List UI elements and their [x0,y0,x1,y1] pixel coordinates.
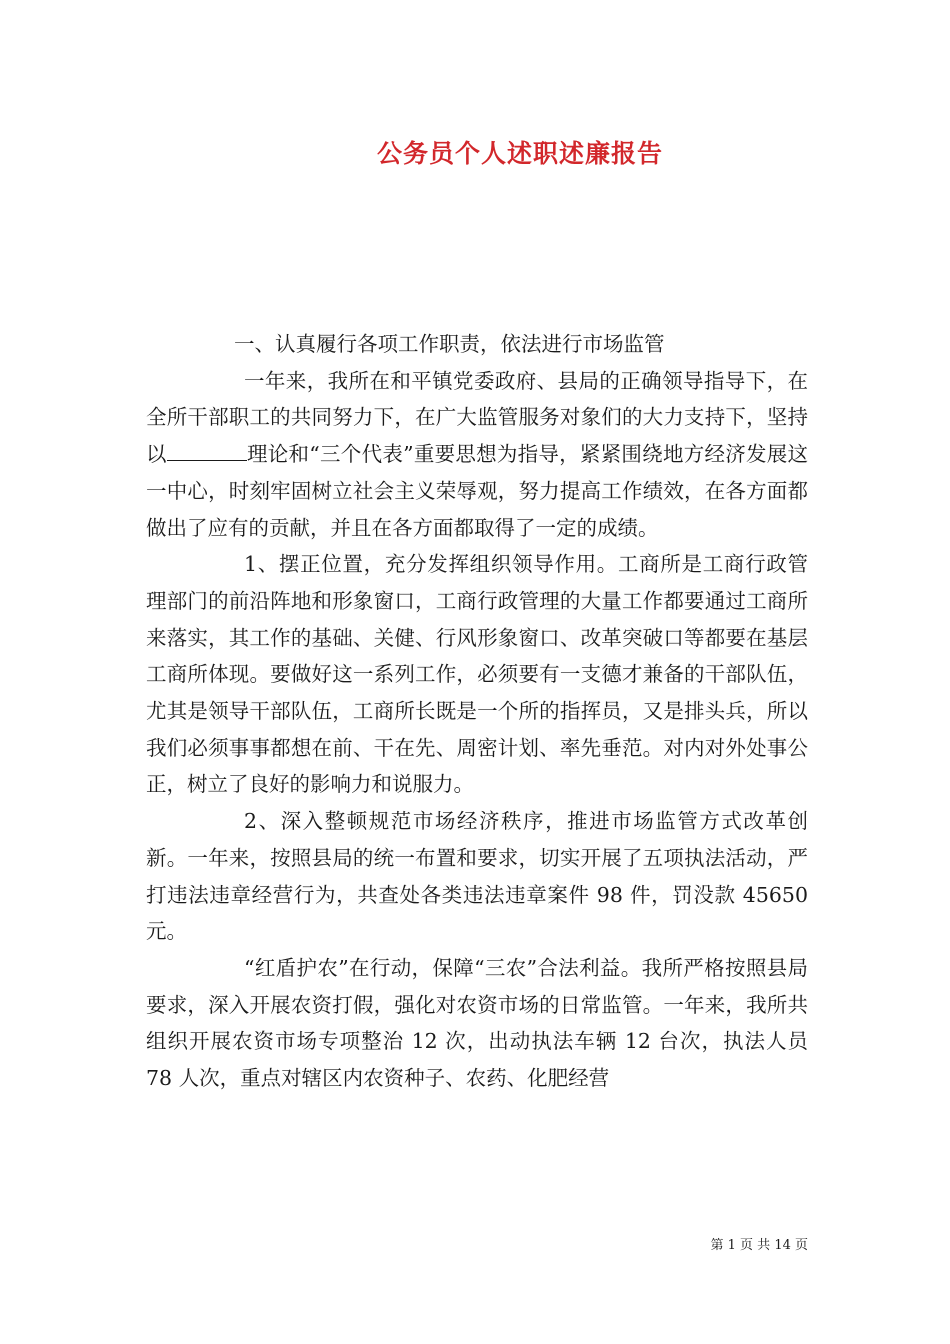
paragraph-red-shield: “红盾护农”在行动，保障“三农”合法利益。我所严格按照县局要求，深入开展农资打假，强化对农资市场的日常监管。一年来，我所共组织开展农资市场专项整治 12 次，出动执法车辆 12 台次，执法人员 78 人次，重点对辖区内农资种子、农药、化肥经营 [146,955,808,1091]
document-body [146,326,808,1097]
paragraph-intro-text-end: 理论和“三个代表”重要思想为指导，紧紧围绕地方经济发展这一中心，时刻牢固树立社会主义荣辱观，努力提高工作绩效，在各方面都做出了应有的贡献，并且在各方面都取得了一定的成绩。 [146,442,808,540]
paragraph-intro-text-start: 一年来，我所在和平镇党委政府、县局的正确领导指导下，在全所干部职工的共同努力下，在广大监管服务对象们的大力支持下，坚持以 [146,368,808,467]
page-title: 公务员个人述职述廉报告 [376,139,663,168]
paragraph-intro [146,363,808,547]
fill-in-blank [167,438,247,461]
paragraph-item-1: 1、摆正位置，充分发挥组织领导作用。工商所是工商行政管理部门的前沿阵地和形象窗口，工商行政管理的大量工作都要通过工商所来落实，其工作的基础、关健、行风形象窗口、改革突破口等都要在基层工商所体现。要做好这一系列工作，必须要有一支德才兼备的干部队伍，尤其是领导干部队伍，工商所长既是一个所的指挥员，又是排头兵，所以我们必须事事都想在前、干在先、周密计划、率先垂范。对内对外处事公正，树立了良好的影响力和说服力。 [146,552,808,797]
section-heading: 一、认真履行各项工作职责，依法进行市场监管 [234,332,665,356]
page-number: 第 1 页 共 14 页 [710,1238,808,1253]
paragraph-item-2: 2、深入整顿规范市场经济秩序，推进市场监管方式改革创新。一年来，按照县局的统一布置和要求，切实开展了五项执法活动，严打违法违章经营行为，共查处各类违法违章案件 98 件，罚没款 45650 元。 [146,809,808,944]
